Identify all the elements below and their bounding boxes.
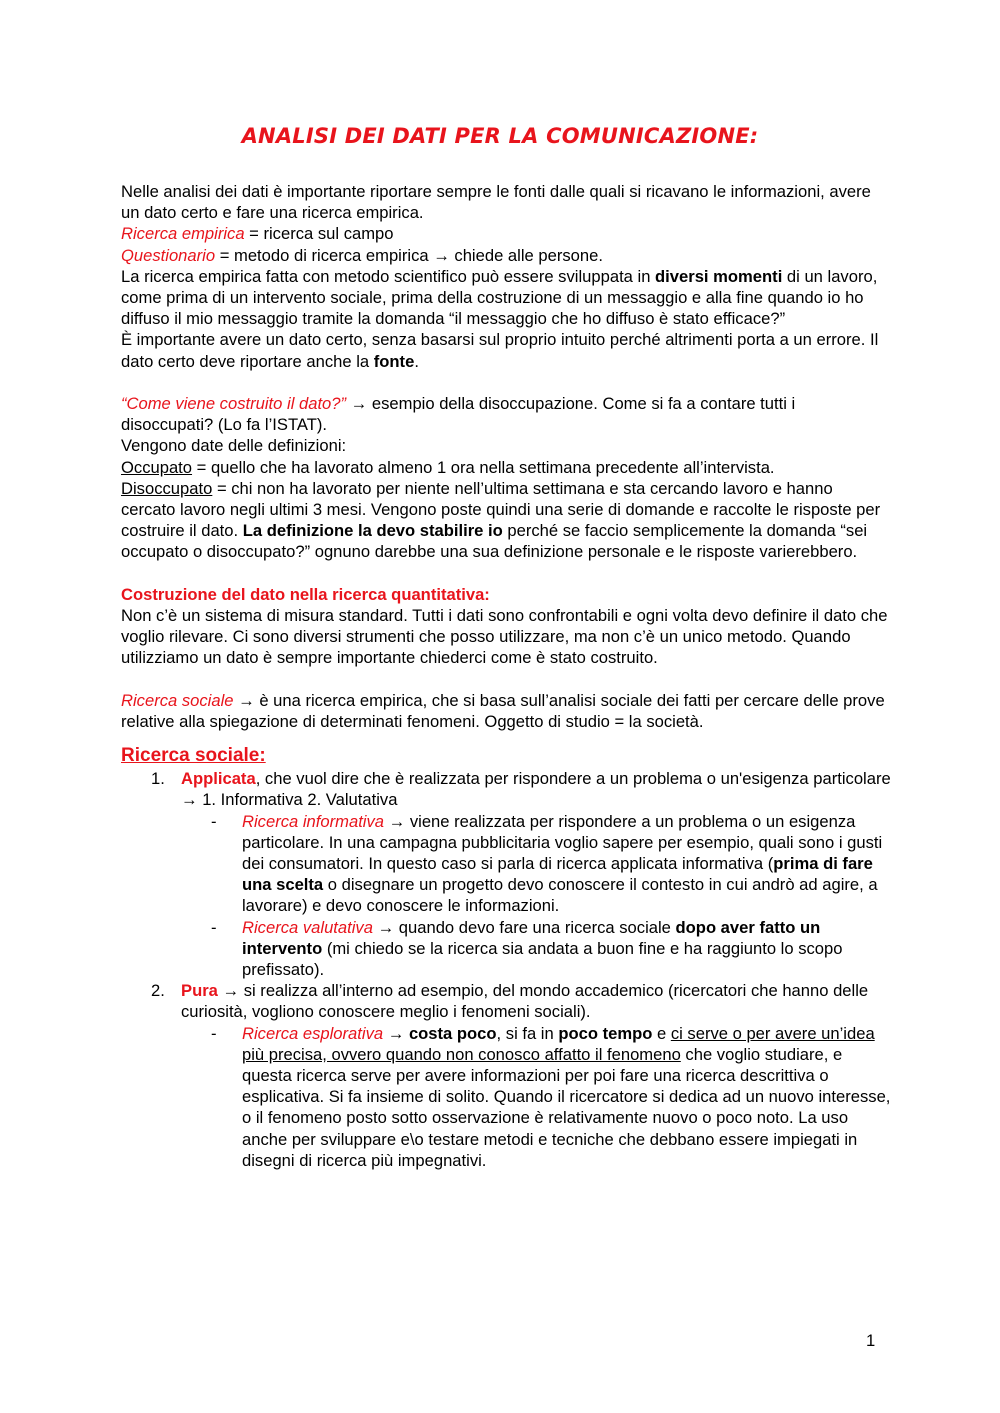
dash-bullet: - bbox=[211, 811, 217, 831]
dash-bullet: - bbox=[211, 1023, 217, 1043]
definition-occupato bbox=[121, 457, 891, 478]
definition-ricerca-empirica bbox=[121, 223, 891, 244]
underlined-text: ci serve o per avere un’idea più precisa, ovvero quando non conosco affatto il fenomeno bbox=[242, 1023, 875, 1064]
text-run: perché se faccio semplicemente la domanda “sei occupato o disoccupato?” ognuno darebbe una sua definizione personale e le risposte varierebbero. bbox=[121, 521, 868, 562]
term-ricerca-valutativa: Ricerca valutativa bbox=[242, 917, 373, 937]
text-run: di un lavoro, come prima di un intervento sociale, prima della costruzione di un messaggio e alla fine quando io ho diffuso il mio messaggio tramite la domanda “il messaggio che ho diffuso è stato efficace?” bbox=[121, 266, 878, 329]
bold-text: diversi momenti bbox=[655, 266, 783, 286]
text-run: , si fa in bbox=[496, 1023, 559, 1043]
text-run: che voglio studiare, e questa ricerca serve per avere informazioni per poi fare una ricerca descrittiva o esplicativa. Si fa insieme di solito. Quando il ricercatore si dedica ad un nuovo interesse, o il fenomeno posto sotto osservazione è relativamente nuovo o poco noto. La uso anche per sviluppare e\o testare metodi e tecniche che debbano essere impiegati in disegni di ricerca più impegnativi. bbox=[242, 1044, 891, 1170]
term-ricerca-empirica: Ricerca empirica bbox=[121, 224, 245, 244]
term-ricerca-sociale: Ricerca sociale bbox=[121, 690, 234, 710]
definition-text: = quello che ha lavorato almeno 1 ora nella settimana precedente all’intervista. bbox=[192, 457, 775, 477]
list-item-applicata bbox=[121, 768, 891, 810]
term-disoccupato: Disoccupato bbox=[121, 478, 213, 498]
term-applicata: Applicata bbox=[181, 769, 256, 789]
bold-text: poco tempo bbox=[558, 1023, 653, 1043]
text-run: → si realizza all’interno ad esempio, del mondo accademico (ricercatori che hanno delle curiosità, vogliono conoscere meglio i fenomeni sociali). bbox=[181, 981, 869, 1022]
text-run: È importante avere un dato certo, senza basarsi sul proprio intuito perché altrimenti porta a un errore. Il dato certo deve riportare anche la bbox=[121, 330, 879, 371]
term-ricerca-esplorativa: Ricerca esplorativa bbox=[242, 1023, 384, 1043]
text-run: . bbox=[414, 351, 419, 371]
text-run: → viene realizzata per rispondere a un problema o un esigenza particolare. In una campagna pubblicitaria voglio sapere per esempio, quali sono i gusti dei consumatori. In questo caso si parla di ricerca applicata informativa ( bbox=[242, 811, 883, 874]
term-pura: Pura bbox=[181, 981, 218, 1001]
term-occupato: Occupato bbox=[121, 457, 193, 477]
term-ricerca-informativa: Ricerca informativa bbox=[242, 811, 385, 831]
bold-text: La definizione la devo stabilire io bbox=[242, 521, 503, 541]
definition-questionario bbox=[121, 245, 891, 266]
paragraph-ricerca-empirica bbox=[121, 266, 891, 330]
spacer bbox=[121, 563, 891, 584]
page-title: ANALISI DEI DATI PER LA COMUNICAZIONE: bbox=[241, 124, 759, 148]
term-questionario: Questionario bbox=[121, 245, 216, 265]
text-run: = chi non ha lavorato per niente nell’ultima settimana e sta cercando lavoro e hanno cercato lavoro negli ultimi 3 mesi. Vengono poste quindi una serie di domande e raccolte le risposte per costruire il dato. bbox=[121, 478, 881, 541]
paragraph-costruzione-dato bbox=[121, 393, 891, 435]
text-run: → esempio della disoccupazione. Come si fa a contare tutti i disoccupati? (Lo fa l’ISTAT). bbox=[121, 394, 796, 435]
list-number: 2. bbox=[151, 981, 165, 1001]
document-body bbox=[121, 181, 891, 1171]
list-number: 1. bbox=[151, 769, 165, 789]
bold-text: prima di fare una scelta bbox=[242, 854, 873, 895]
spacer bbox=[121, 732, 891, 744]
text-run: , che vuol dire che è realizzata per rispondere a un problema o un'esigenza particolare → 1. Informativa 2. Valutativa bbox=[181, 769, 891, 810]
paragraph-ricerca-sociale bbox=[121, 690, 891, 732]
text-run: (mi chiedo se la ricerca sia andata a buon fine e ha raggiunto lo scopo prefissato). bbox=[242, 938, 843, 980]
definition-disoccupato bbox=[121, 478, 891, 563]
bold-text: dopo aver fatto un intervento bbox=[242, 917, 821, 958]
definitions-intro: Vengono date delle definizioni: bbox=[121, 436, 347, 456]
sub-item-ricerca-esplorativa bbox=[121, 1023, 891, 1171]
text-run: → bbox=[383, 1023, 409, 1043]
dash-bullet: - bbox=[211, 917, 217, 937]
definition-text: = ricerca sul campo bbox=[244, 224, 394, 244]
sub-item-ricerca-valutativa bbox=[121, 917, 891, 981]
definition-text: = metodo di ricerca empirica → chiede alle persone. bbox=[215, 245, 603, 265]
spacer bbox=[121, 372, 891, 393]
text-run: o disegnare un progetto devo conoscere il contesto in cui andrò ad agire, a lavorare) e devo conoscere le informazioni. bbox=[242, 875, 878, 916]
sub-item-ricerca-informativa bbox=[121, 811, 891, 917]
paragraph-ricerca-quantitativa: Non c’è un sistema di misura standard. Tutti i dati sono confrontabili e ogni volta devo definire il dato che voglio rilevare. Ci sono diversi strumenti che posso utilizzare, ma non c’è un unico metodo. Quando utilizziamo un dato è sempre importante chiederci come è stato costruito. bbox=[121, 606, 888, 668]
bold-text: fonte bbox=[373, 351, 415, 371]
intro-paragraph: Nelle analisi dei dati è importante riportare sempre le fonti dalle quali si ricavano le informazioni, avere un dato certo e fare una ricerca empirica. bbox=[121, 182, 871, 223]
bold-text: costa poco bbox=[408, 1023, 497, 1043]
list-item-pura bbox=[121, 980, 891, 1022]
paragraph-dato-certo bbox=[121, 329, 891, 371]
text-run: → quando devo fare una ricerca sociale bbox=[372, 917, 676, 937]
spacer bbox=[121, 669, 891, 690]
page-number: 1 bbox=[866, 1331, 876, 1350]
text-run: e bbox=[652, 1023, 671, 1043]
text-run: → è una ricerca empirica, che si basa sull’analisi sociale dei fatti per cercare delle prove relative alla spiegazione di determinati fenomeni. Oggetto di studio = la società. bbox=[121, 690, 885, 732]
text-run: La ricerca empirica fatta con metodo scientifico può essere sviluppata in bbox=[121, 266, 656, 286]
question-text: “Come viene costruito il dato?” bbox=[121, 394, 347, 414]
heading-ricerca-quantitativa: Costruzione del dato nella ricerca quantitativa: bbox=[121, 584, 490, 604]
section-heading-ricerca-sociale: Ricerca sociale: bbox=[121, 745, 266, 767]
